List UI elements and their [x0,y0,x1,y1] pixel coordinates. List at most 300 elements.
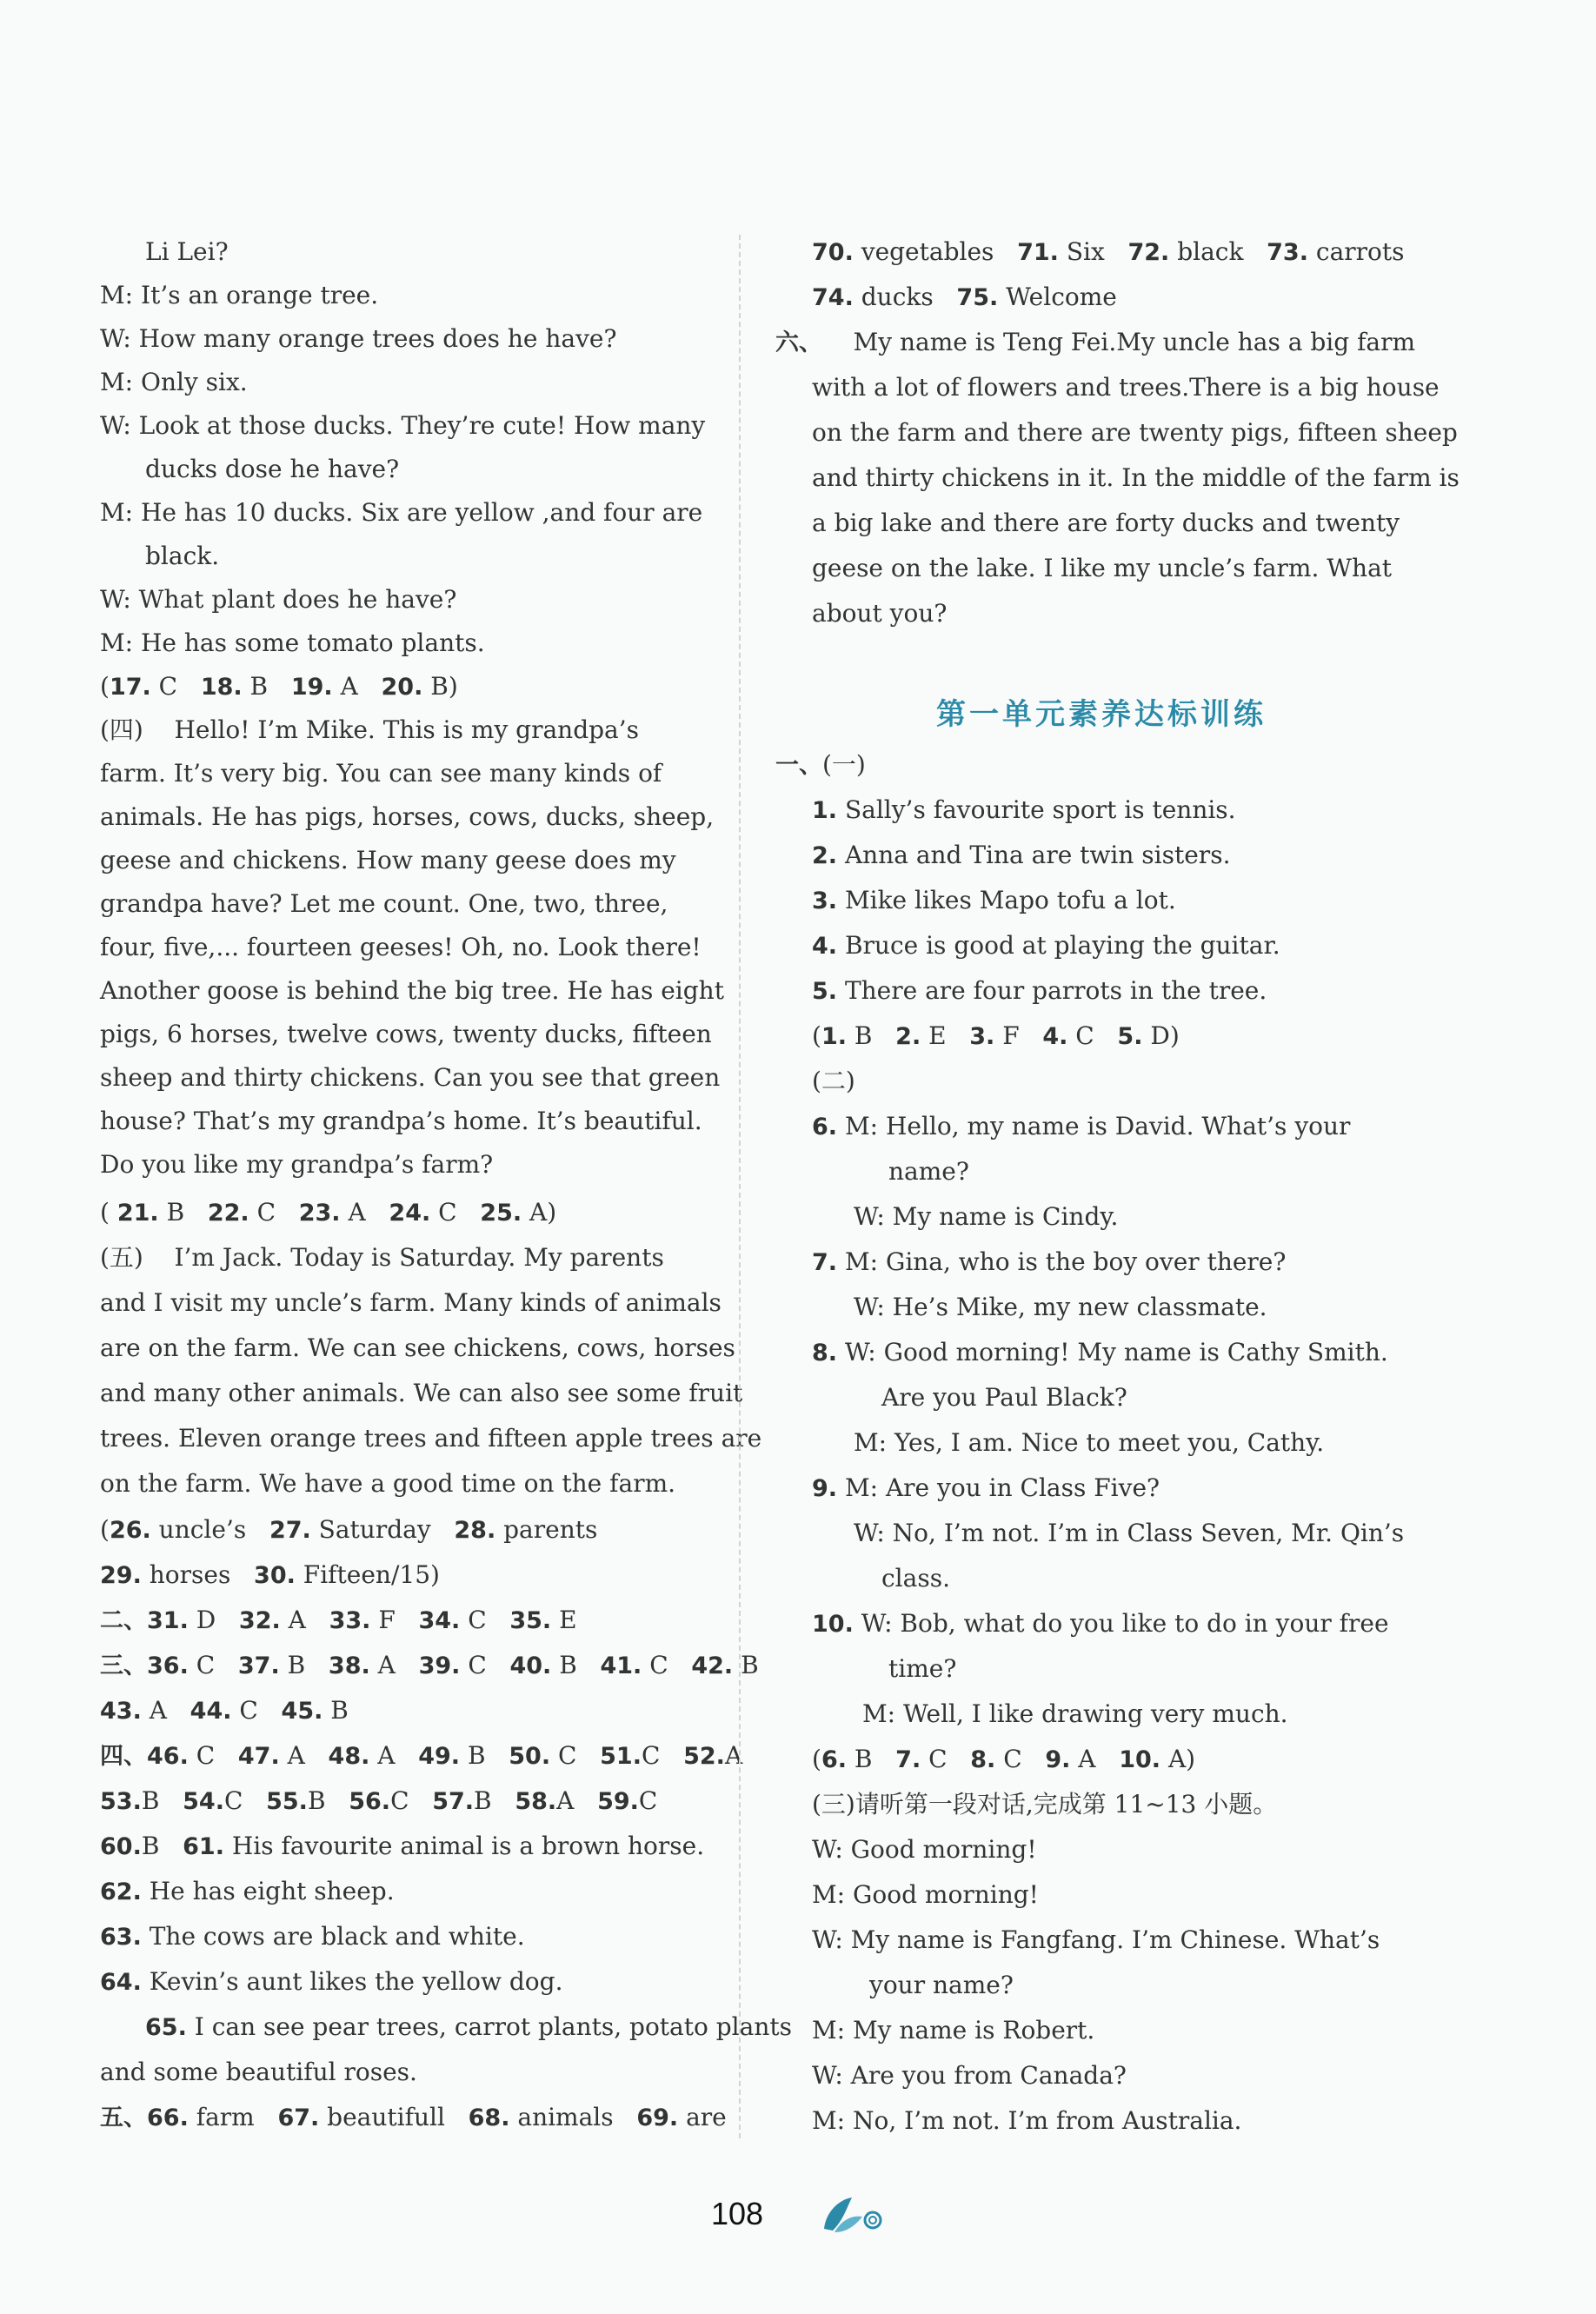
line-text: Do you like my grandpa’s farm? [100,1150,494,1179]
text-line [100,1966,562,1998]
line-text: black [1169,237,1267,266]
item-number: 5. [1117,1023,1143,1050]
text-line [100,1921,525,1953]
text-line [100,1378,742,1409]
item-number: 66. [147,2105,189,2131]
text-line [812,1925,1380,1956]
line-text: B [460,1741,509,1770]
text-line [862,1699,1288,1730]
line-text: vegetables [853,237,1018,266]
item-number: 54. [183,1788,224,1815]
text-line [100,715,639,746]
item-number: 37. [237,1652,280,1679]
line-text: beautifull [319,2103,469,2131]
text-line [100,584,456,615]
item-number: 67. [277,2105,320,2131]
item-number: 三、 [100,1652,147,1679]
item-number: 45. [281,1698,323,1725]
text-line [145,236,229,268]
item-number: 50. [509,1743,551,1770]
line-text: farm. It’s very big. You can see many kinds of [100,759,662,788]
text-line [100,1559,440,1592]
item-number: 73. [1267,239,1308,266]
line-text: M: Good morning! [812,1880,1039,1909]
line-text: His favourite animal is a brown horse. [223,1832,705,1860]
line-text: name? [888,1157,969,1186]
item-number: 10. [812,1611,854,1638]
line-text: ( [100,672,110,701]
item-number: 22. [207,1200,249,1227]
item-number: 42. [691,1652,734,1679]
text-line [869,1970,1014,2001]
item-number: 48. [328,1743,370,1770]
line-text: A [1070,1745,1120,1773]
line-text: ducks [853,283,957,311]
line-text: and I visit my uncle’s farm. Many kinds of animals [100,1288,722,1317]
line-text: C [188,1651,238,1679]
line-text: ( [812,1745,821,1773]
item-number: 一、 [775,752,822,779]
line-text: F [994,1021,1043,1050]
text-line [100,758,662,789]
line-text: M: No, I’m not. I’m from Australia. [812,2106,1242,2135]
text-line [812,236,1405,269]
line-text: class. [881,1564,950,1593]
text-line [145,541,219,572]
item-number: 29. [100,1562,142,1589]
item-number: 25. [480,1200,522,1227]
text-line [854,1292,1267,1323]
item-number: 51. [600,1743,642,1770]
line-text: A [724,1741,743,1770]
text-line [812,1066,855,1097]
item-number: 4. [1042,1023,1068,1050]
item-number: 36. [147,1652,189,1679]
text-line [854,1518,1404,1549]
item-number: 7. [895,1746,921,1773]
line-text: E [551,1606,577,1634]
text-line [812,417,1458,449]
item-number: 63. [100,1924,142,1951]
line-text: ducks dose he have? [145,455,400,483]
text-line [100,932,702,963]
item-number: 27. [269,1517,311,1544]
item-number: 43. [100,1698,142,1725]
line-text: A) [522,1198,557,1227]
text-line [812,1834,1037,1865]
line-text: Mike likes Mapo tofu a lot. [837,886,1176,914]
item-number: 1. [812,797,838,824]
text-line [812,1473,1160,1505]
text-line [812,372,1440,403]
item-number: 19. [290,674,333,701]
item-number: 53. [100,1788,142,1815]
item-number: 47. [237,1743,280,1770]
text-line [100,2102,727,2134]
text-line [888,1653,956,1685]
line-text: C [642,1651,692,1679]
text-line [812,885,1176,917]
line-text: Saturday [310,1515,455,1544]
section-title: 第一单元素养达标训练 [936,697,1267,732]
line-text: C [638,1786,658,1815]
text-line [100,1197,556,1229]
item-number: 六、 [775,329,822,356]
text-line [812,1608,1389,1640]
line-text: C [550,1741,601,1770]
item-number: 17. [109,674,151,701]
text-line [812,1337,1388,1369]
line-text: B [279,1651,329,1679]
line-text: C [430,1198,481,1227]
item-number: 24. [389,1200,431,1227]
text-line [775,749,866,781]
text-line [100,1740,742,1772]
line-text: Bruce is good at playing the guitar. [837,931,1280,960]
line-text: A) [1160,1745,1196,1773]
line-text: are [678,2103,727,2131]
line-text: W: Good morning! My name is Cathy Smith. [837,1338,1388,1366]
line-text: I can see pear trees, carrot plants, potato plants [186,2012,792,2041]
item-number: 46. [147,1743,189,1770]
text-line [854,1201,1118,1233]
item-number: 32. [238,1607,281,1634]
item-number: 9. [812,1475,838,1502]
line-text: Another goose is behind the big tree. He has eight [100,976,724,1005]
line-text: C [390,1786,433,1815]
line-text: uncle’s [150,1515,269,1544]
line-text: are on the farm. We can see chickens, cows, horses [100,1333,735,1362]
line-text: and some beautiful roses. [100,2058,417,2086]
item-number: 23. [298,1200,341,1227]
line-text: (一) [822,750,866,779]
line-text: M: He has 10 ducks. Six are yellow ,and four are [100,498,703,527]
line-text: farm [188,2103,278,2131]
text-line [100,1785,657,1818]
line-text: house? That’s my grandpa’s home. It’s beautiful. [100,1107,702,1135]
item-number: 44. [190,1698,232,1725]
line-text: B [474,1786,515,1815]
item-number: 31. [147,1607,189,1634]
item-number: 20. [381,674,423,701]
line-text: geese on the lake. I like my uncle’s farm. What [812,554,1393,582]
item-number: 64. [100,1969,142,1996]
line-text: Li Lei? [145,237,229,266]
text-line [100,1019,712,1050]
line-text: W: He’s Mike, my new classmate. [854,1293,1267,1321]
line-text: He has eight sheep. [141,1877,395,1905]
line-text: (二) [812,1067,855,1095]
text-line [100,323,616,355]
text-line [812,508,1400,539]
line-text: C [249,1198,299,1227]
text-line [100,1468,675,1499]
line-text: C [188,1741,238,1770]
line-text: C [150,672,201,701]
text-line [812,840,1230,872]
text-line [100,975,724,1007]
text-line [100,1062,720,1094]
line-text: trees. Eleven orange trees and fifteen apple trees are [100,1424,762,1453]
text-line [812,2015,1094,2046]
page-number: 108 [711,2196,764,2231]
text-line [812,598,947,629]
line-text: W: My name is Cindy. [854,1202,1119,1231]
item-number: 75. [956,284,999,311]
item-number: 38. [328,1652,370,1679]
line-text: on the farm. We have a good time on the farm. [100,1469,676,1498]
line-text: M: It’s an orange tree. [100,281,379,309]
line-text: on the farm and there are twenty pigs, fifteen sheep [812,418,1458,447]
item-number: 2. [895,1023,921,1050]
line-text: animals. He has pigs, horses, cows, ducks, sheep, [100,802,715,831]
line-text: B) [422,672,458,701]
line-text: W: Good morning! [812,1835,1037,1864]
line-text: D) [1142,1021,1180,1050]
item-number: 61. [183,1833,224,1860]
line-text: a big lake and there are forty ducks and twenty [812,509,1400,537]
item-number: 7. [812,1249,838,1276]
item-number: 五、 [100,2105,147,2131]
item-number: 28. [454,1517,496,1544]
item-number: 3. [812,888,838,914]
item-number: 39. [418,1652,461,1679]
leaf-swirl-icon [817,2191,887,2239]
text-line [812,462,1460,494]
text-line [145,2011,792,2044]
line-text: carrots [1307,237,1405,266]
text-line [100,1242,664,1273]
line-text: (三)请听第一段对话,完成第 11~13 小题。 [812,1790,1278,1819]
line-text: parents [495,1515,598,1544]
text-line [100,888,668,920]
item-number: 8. [970,1746,996,1773]
line-text: A [340,1198,389,1227]
text-line [100,2057,417,2088]
line-text: B [846,1745,896,1773]
item-number: 49. [418,1743,461,1770]
line-text: horses [141,1560,255,1589]
item-number: 68. [468,2105,510,2131]
item-number: 74. [812,284,854,311]
line-text: B [733,1651,759,1679]
column-divider [739,235,741,2138]
text-line [812,1789,1277,1820]
line-text: M: My name is Robert. [812,2016,1095,2045]
item-number: 69. [636,2105,679,2131]
text-line [812,1879,1039,1911]
line-text: geese and chickens. How many geese does my [100,846,676,874]
text-line [100,845,676,876]
line-text: W: No, I’m not. I’m in Class Seven, Mr. Qin’s [854,1519,1405,1547]
line-text: Welcome [998,283,1117,311]
text-line [812,930,1280,962]
line-text: C [460,1651,510,1679]
line-text: M: Well, I like drawing very much. [862,1699,1288,1728]
line-text: four, five,... fourteen geeses! Oh, no. Look there! [100,933,702,961]
line-text: ( [100,1515,110,1544]
item-number: 5. [812,978,838,1005]
line-text: Anna and Tina are twin sisters. [837,841,1231,869]
item-number: 35. [509,1607,552,1634]
line-text: and thirty chickens in it. In the middle of the farm is [812,463,1460,492]
text-line [100,410,705,442]
item-number: 70. [812,239,854,266]
line-text: with a lot of flowers and trees.There is a big house [812,373,1440,402]
line-text: M: Yes, I am. Nice to meet you, Cathy. [854,1428,1325,1457]
text-line [775,327,1415,359]
line-text: A [369,1741,419,1770]
item-number: 二、 [100,1607,147,1634]
text-line [100,1287,722,1319]
text-line [812,1021,1180,1053]
line-text: B [141,1832,183,1860]
item-number: 40. [509,1652,552,1679]
text-line [854,1427,1324,1459]
text-line [812,2060,1127,2091]
line-text: time? [888,1654,957,1683]
item-number: 6. [821,1746,847,1773]
text-line [888,1156,969,1187]
text-line [100,1514,597,1546]
line-text: black. [145,542,220,570]
text-line [100,497,702,529]
item-number: 26. [109,1517,151,1544]
item-number: 2. [812,842,838,869]
text-line [100,1149,493,1180]
text-line [100,671,458,703]
line-text: M: Hello, my name is David. What’s your [837,1112,1351,1140]
text-line [100,367,248,398]
text-line [812,795,1236,827]
line-text: The cows are black and white. [141,1922,525,1951]
line-text: D [188,1606,239,1634]
line-text: Are you Paul Black? [881,1383,1127,1412]
line-text: animals [509,2103,637,2131]
text-line [145,454,399,485]
item-number: 18. [200,674,243,701]
line-text: grandpa have? Let me count. One, two, three, [100,889,668,918]
line-text: W: My name is Fangfang. I’m Chinese. What’s [812,1925,1380,1954]
line-text: B [846,1021,896,1050]
item-number: 55. [266,1788,308,1815]
item-number: 10. [1119,1746,1161,1773]
line-text: B [551,1651,601,1679]
item-number: 56. [349,1788,391,1815]
text-line [881,1563,950,1594]
text-line [100,1876,395,1908]
line-text: C [231,1696,282,1725]
text-line [812,282,1117,314]
text-line [812,975,1267,1007]
item-number: 62. [100,1878,142,1905]
text-line [812,1744,1195,1776]
text-line [881,1382,1127,1413]
line-text: (四) Hello! I’m Mike. This is my grandpa’s [100,715,640,744]
line-text: pigs, 6 horses, twelve cows, twenty ducks, fifteen [100,1020,712,1048]
line-text: W: Look at those ducks. They’re cute! How many [100,411,706,440]
text-line [100,1423,761,1454]
text-line [100,1605,577,1637]
line-text: C [1067,1021,1118,1050]
item-number: 21. [116,1200,159,1227]
line-text: ( [100,1198,117,1227]
line-text: C [641,1741,684,1770]
line-text: A [141,1696,190,1725]
item-number: 3. [969,1023,995,1050]
item-number: 72. [1127,239,1170,266]
line-text: about you? [812,599,948,628]
text-line [100,1106,702,1137]
item-number: 41. [600,1652,642,1679]
item-number: 四、 [100,1743,147,1770]
line-text: W: Bob, what do you like to do in your free [853,1609,1389,1638]
line-text: B [158,1198,208,1227]
line-text: B [141,1786,183,1815]
line-text: (五) I’m Jack. Today is Saturday. My parents [100,1243,664,1272]
line-text: B [307,1786,349,1815]
line-text: W: How many orange trees does he have? [100,324,617,353]
text-line [100,1650,759,1682]
text-line [100,1831,704,1863]
item-number: 71. [1017,239,1059,266]
line-text: M: He has some tomato plants. [100,628,485,657]
item-number: 30. [254,1562,296,1589]
line-text: C [921,1745,971,1773]
line-text: A [369,1651,419,1679]
text-line [100,801,714,833]
text-line [100,1695,349,1727]
line-text: A [332,672,382,701]
item-number: 9. [1045,1746,1071,1773]
line-text: A [279,1741,329,1770]
line-text: A [280,1606,329,1634]
line-text: W: What plant does he have? [100,585,457,614]
item-number: 1. [821,1023,847,1050]
line-text: A [556,1786,598,1815]
line-text: ( [812,1021,821,1050]
item-number: 4. [812,933,838,960]
line-text: There are four parrots in the tree. [837,976,1267,1005]
line-text: M: Gina, who is the boy over there? [837,1247,1287,1276]
item-number: 58. [515,1788,557,1815]
item-number: 65. [145,2014,187,2041]
item-number: 52. [683,1743,725,1770]
line-text: Fifteen/15) [295,1560,440,1589]
item-number: 33. [329,1607,371,1634]
item-number: 8. [812,1340,838,1366]
line-text: W: Are you from Canada? [812,2061,1127,2090]
line-text: sheep and thirty chickens. Can you see that green [100,1063,721,1092]
text-line [100,280,378,311]
item-number: 6. [812,1114,838,1140]
line-text: C [223,1786,267,1815]
item-number: 59. [597,1788,639,1815]
item-number: 57. [432,1788,475,1815]
line-text: E [921,1021,970,1050]
text-line [812,553,1392,584]
line-text: M: Are you in Class Five? [837,1473,1160,1502]
text-line [812,1111,1350,1143]
line-text: Sally’s favourite sport is tennis. [837,795,1236,824]
line-text: and many other animals. We can also see some fruit [100,1379,743,1407]
text-line [812,2105,1241,2137]
text-line [812,1247,1286,1279]
text-line [100,628,485,659]
text-line [100,1333,735,1364]
line-text: B [242,672,291,701]
line-text: F [370,1606,419,1634]
